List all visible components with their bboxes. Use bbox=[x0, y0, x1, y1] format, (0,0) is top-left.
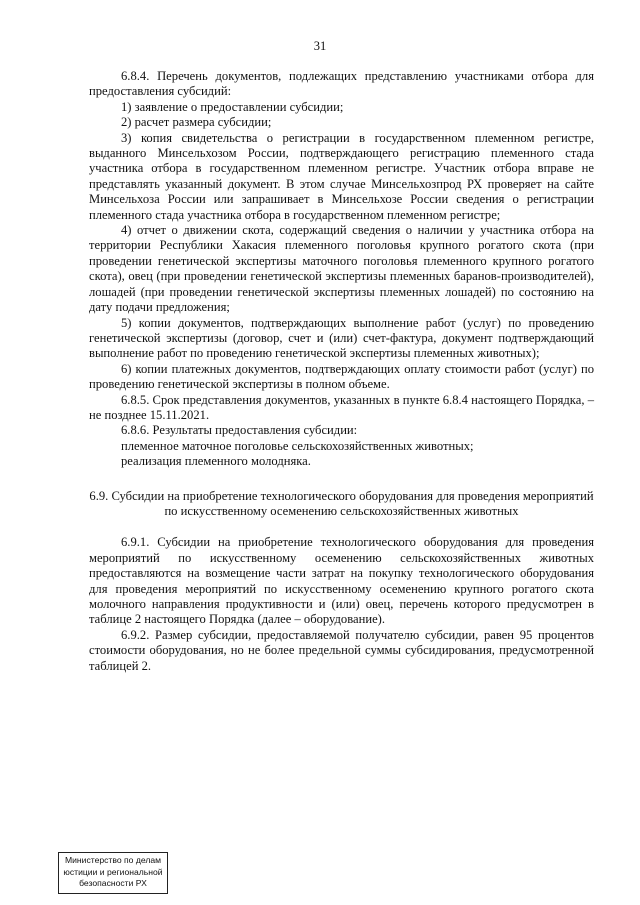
section-heading: 6.9. Субсидии на приобретение технологического оборудования для проведения мероприятий по искусственному осеменению сельскохозяйственных животных bbox=[89, 488, 594, 518]
paragraph: 2) расчет размера субсидии; bbox=[121, 115, 272, 130]
paragraph: 6.8.4. Перечень документов, подлежащих представлению участниками отбора для предоставления субсидий: bbox=[89, 69, 594, 99]
stamp-line: безопасности РХ bbox=[79, 878, 147, 888]
paragraph: 6) копии платежных документов, подтверждающих оплату стоимости работ (услуг) по проведению генетической экспертизы в полном объеме. bbox=[89, 361, 594, 392]
paragraph: 1) заявление о предоставлении субсидии; bbox=[121, 99, 344, 114]
stamp-line: юстиции и региональной bbox=[63, 866, 163, 877]
page-number: 31 bbox=[313, 39, 327, 53]
stamp-line: Министерство по делам bbox=[64, 855, 162, 865]
paragraph: племенное маточное поголовье сельскохозяйственных животных; bbox=[121, 438, 474, 453]
paragraph: 6.8.6. Результаты предоставления субсидии: bbox=[121, 423, 358, 438]
paragraph: 4) отчет о движении скота, содержащий сведения о наличии у участника отбора на территории Республики Хакасия племенного поголовья крупного рогатого скота (при проведении генетической экспертизы маточного поголовья племенного крупного рогатого скота), овец (при проведении генетической экспертизы племенных баранов-производителей), лошадей (при проведении генетической экспертизы племенных лошадей) по состоянию на дату подачи предложения; bbox=[89, 223, 594, 315]
registration-stamp bbox=[58, 852, 168, 894]
paragraph: 6.9.1. Субсидии на приобретение технологического оборудования для проведения мероприятий по искусственному осеменению сельскохозяйственных животных предоставляются на возмещение части затрат на покупку технологического оборудования для проведения мероприятий по искусственному осеменению крупного рогатого скота молочного направления продуктивности и (или) овец, перечень которого предусмотрен в таблице 2 настоящего Порядка (далее – оборудование). bbox=[89, 535, 594, 627]
paragraph: 6.9.2. Размер субсидии, предоставляемой получателю субсидии, равен 95 процентов стоимости оборудования, но не более предельной суммы субсидирования, предусмотренной таблицей 2. bbox=[89, 627, 594, 673]
spacer bbox=[89, 519, 594, 535]
spacer bbox=[89, 470, 594, 485]
paragraph: 5) копии документов, подтверждающих выполнение работ (услуг) по проведению генетической экспертизы (договор, счет и (или) счет-фактура, документ подтверждающий выполнение работ по проведению генетической экспертизы племенных животных); bbox=[89, 315, 594, 361]
document-body bbox=[89, 69, 594, 674]
paragraph: 3) копия свидетельства о регистрации в государственном племенном регистре, выданного Минсельхозом России, подтверждающего регистрацию племенного стада участника отбора в государственном племенном регистре. Участник отбора вправе не представлять указанный документ. В этом случае Минсельхозпрод РХ проверяет на сайте Минсельхоза России или запрашивает в Минсельхозе России сведения о регистрации племенного стада участника отбора в государственном племенном регистре; bbox=[89, 130, 594, 222]
paragraph: 6.8.5. Срок представления документов, указанных в пункте 6.8.4 настоящего Порядка, – не позднее 15.11.2021. bbox=[89, 392, 594, 422]
paragraph: реализация племенного молодняка. bbox=[121, 454, 311, 469]
